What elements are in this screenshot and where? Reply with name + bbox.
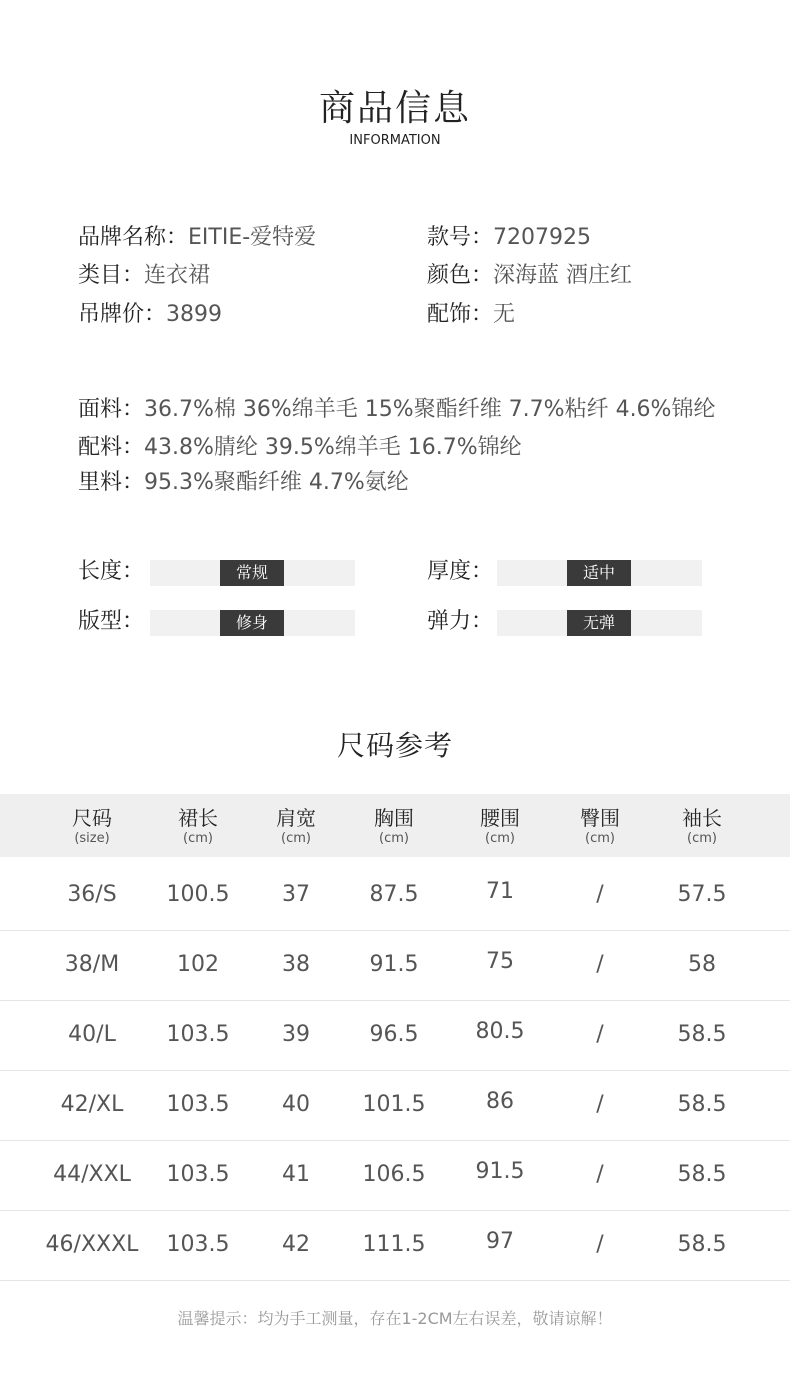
info-color-value: 深海蓝 酒庄红 bbox=[493, 263, 633, 288]
col-name: 袖长 bbox=[682, 806, 722, 830]
attr-elasticity-bar bbox=[497, 610, 702, 636]
table-cell: 71 bbox=[486, 879, 514, 904]
attr-length-tag: 常规 bbox=[220, 560, 284, 586]
table-cell: 103.5 bbox=[166, 1092, 230, 1117]
table-cell: 38 bbox=[282, 952, 310, 977]
table-cell: 102 bbox=[177, 952, 219, 977]
info-style-no-label: 款号： bbox=[427, 225, 494, 250]
attr-thickness-bar bbox=[497, 560, 702, 586]
table-cell: 103.5 bbox=[166, 1232, 230, 1257]
table-cell: 97 bbox=[486, 1229, 514, 1254]
size-table-col-sleeve bbox=[647, 794, 757, 847]
table-cell: 103.5 bbox=[166, 1162, 230, 1187]
material-lining bbox=[78, 467, 409, 499]
info-brand-label: 品牌名称： bbox=[78, 225, 189, 250]
size-table-header bbox=[0, 794, 790, 857]
table-cell: 111.5 bbox=[362, 1232, 426, 1257]
info-accessory-value: 无 bbox=[493, 302, 516, 327]
table-cell: / bbox=[596, 882, 604, 907]
table-cell: 58.5 bbox=[677, 1162, 727, 1187]
table-cell: / bbox=[596, 1162, 604, 1187]
attr-length-bar bbox=[150, 560, 355, 586]
table-cell: 87.5 bbox=[369, 882, 419, 907]
table-cell: 75 bbox=[486, 949, 514, 974]
size-table-col-waist bbox=[445, 794, 555, 847]
table-cell: / bbox=[596, 1092, 604, 1117]
info-category-label: 类目： bbox=[78, 263, 145, 288]
table-cell: 38/M bbox=[64, 952, 120, 977]
info-style-no-value: 7207925 bbox=[493, 225, 591, 250]
col-unit: (cm) bbox=[183, 831, 213, 846]
material-fabric-label: 面料： bbox=[78, 397, 145, 422]
info-style-no bbox=[427, 222, 591, 254]
col-unit: (cm) bbox=[485, 831, 515, 846]
table-cell: 39 bbox=[282, 1022, 310, 1047]
size-table-col-dress-length bbox=[143, 794, 253, 847]
table-cell: 40/L bbox=[68, 1022, 116, 1047]
info-brand-value: EITIE-爱特爱 bbox=[188, 225, 317, 250]
info-color bbox=[427, 260, 632, 292]
table-cell: 58 bbox=[688, 952, 716, 977]
table-row bbox=[0, 1210, 790, 1281]
table-cell: 41 bbox=[282, 1162, 310, 1187]
col-unit: (cm) bbox=[379, 831, 409, 846]
table-cell: 80.5 bbox=[475, 1019, 525, 1044]
table-cell: 36/S bbox=[67, 882, 117, 907]
size-table-col-size bbox=[37, 794, 147, 847]
table-cell: 58.5 bbox=[677, 1232, 727, 1257]
info-category-value: 连衣裙 bbox=[144, 263, 211, 288]
table-row bbox=[0, 930, 790, 1001]
table-row bbox=[0, 1140, 790, 1211]
info-brand bbox=[78, 222, 316, 254]
table-cell: 103.5 bbox=[166, 1022, 230, 1047]
attr-length-label: 长度： bbox=[78, 559, 145, 584]
table-cell: 58.5 bbox=[677, 1022, 727, 1047]
attr-thickness-tag: 适中 bbox=[567, 560, 631, 586]
table-cell: 96.5 bbox=[369, 1022, 419, 1047]
table-cell: 46/XXXL bbox=[45, 1232, 139, 1257]
col-unit: (size) bbox=[74, 831, 110, 846]
attr-fit-bar bbox=[150, 610, 355, 636]
col-name: 裙长 bbox=[178, 806, 218, 830]
table-cell: 100.5 bbox=[166, 882, 230, 907]
material-fabric bbox=[78, 394, 715, 426]
info-color-label: 颜色： bbox=[427, 263, 494, 288]
info-accessory-label: 配饰： bbox=[427, 302, 494, 327]
material-fabric-value: 36.7%棉 36%绵羊毛 15%聚酯纤维 7.7%粘纤 4.6%锦纶 bbox=[144, 397, 716, 422]
info-price bbox=[78, 299, 222, 331]
col-name: 肩宽 bbox=[276, 806, 316, 830]
table-cell: 40 bbox=[282, 1092, 310, 1117]
table-cell: 42 bbox=[282, 1232, 310, 1257]
col-name: 臀围 bbox=[580, 806, 620, 830]
info-price-label: 吊牌价： bbox=[78, 302, 167, 327]
table-cell: 37 bbox=[282, 882, 310, 907]
col-unit: (cm) bbox=[687, 831, 717, 846]
attr-thickness-label: 厚度： bbox=[427, 559, 494, 584]
attr-fit-tag: 修身 bbox=[220, 610, 284, 636]
table-cell: 57.5 bbox=[677, 882, 727, 907]
page-subtitle: INFORMATION bbox=[349, 133, 441, 148]
table-cell: / bbox=[596, 1022, 604, 1047]
page-title: 商品信息 bbox=[318, 88, 471, 129]
table-cell: 106.5 bbox=[362, 1162, 426, 1187]
material-trim-label: 配料： bbox=[78, 435, 145, 460]
material-trim bbox=[78, 432, 522, 464]
attr-fit-label: 版型： bbox=[78, 609, 145, 634]
info-accessory bbox=[427, 299, 515, 331]
col-name: 腰围 bbox=[480, 806, 520, 830]
col-name: 尺码 bbox=[72, 806, 112, 830]
attr-elasticity-label: 弹力： bbox=[427, 609, 494, 634]
table-cell: 58.5 bbox=[677, 1092, 727, 1117]
measurement-tip: 温馨提示：均为手工测量，存在1-2CM左右误差，敬请谅解！ bbox=[177, 1309, 613, 1328]
size-table-col-bust bbox=[339, 794, 449, 847]
table-row bbox=[0, 1000, 790, 1071]
col-unit: (cm) bbox=[281, 831, 311, 846]
info-category bbox=[78, 260, 210, 292]
table-cell: 101.5 bbox=[362, 1092, 426, 1117]
material-trim-value: 43.8%腈纶 39.5%绵羊毛 16.7%锦纶 bbox=[144, 435, 522, 460]
table-cell: 91.5 bbox=[475, 1159, 525, 1184]
attr-elasticity-tag: 无弹 bbox=[567, 610, 631, 636]
table-cell: / bbox=[596, 952, 604, 977]
table-cell: / bbox=[596, 1232, 604, 1257]
info-price-value: 3899 bbox=[166, 302, 223, 327]
col-unit: (cm) bbox=[585, 831, 615, 846]
size-section-title: 尺码参考 bbox=[336, 729, 453, 762]
table-cell: 91.5 bbox=[369, 952, 419, 977]
material-lining-value: 95.3%聚酯纤维 4.7%氨纶 bbox=[144, 470, 409, 495]
material-lining-label: 里料： bbox=[78, 470, 145, 495]
table-row bbox=[0, 860, 790, 931]
size-table-col-hip bbox=[545, 794, 655, 847]
table-cell: 42/XL bbox=[60, 1092, 124, 1117]
size-table-col-shoulder bbox=[241, 794, 351, 847]
table-row bbox=[0, 1070, 790, 1141]
col-name: 胸围 bbox=[374, 806, 414, 830]
table-cell: 86 bbox=[486, 1089, 514, 1114]
table-cell: 44/XXL bbox=[53, 1162, 131, 1187]
